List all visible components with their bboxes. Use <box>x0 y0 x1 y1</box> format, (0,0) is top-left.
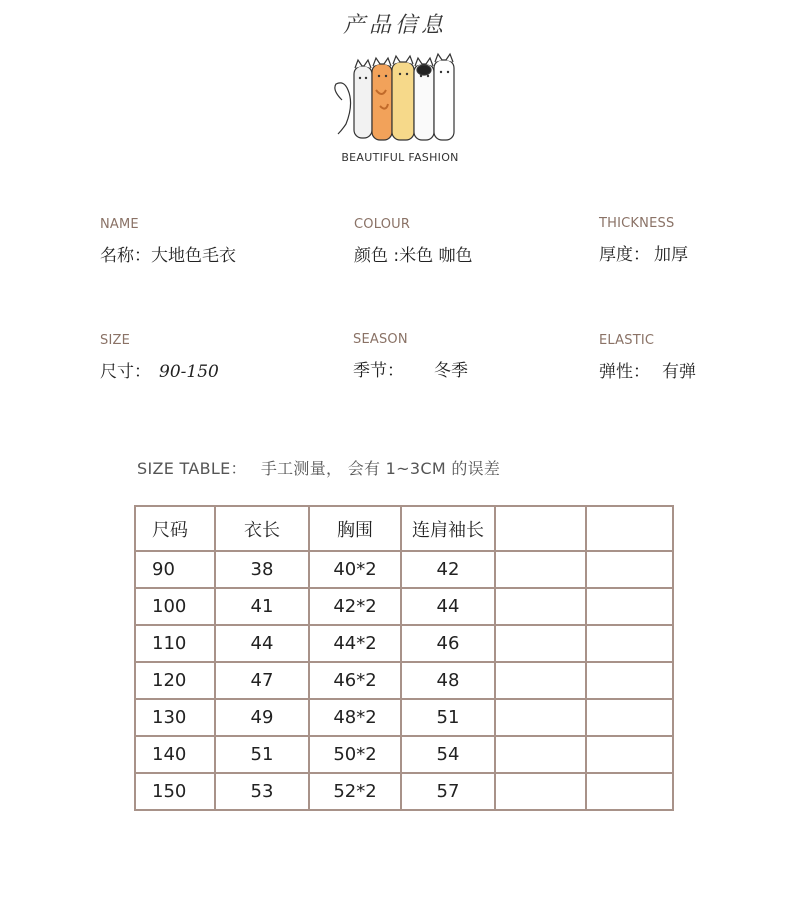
header-cell <box>586 506 673 551</box>
field-season <box>353 332 468 381</box>
field-colour-value: 米色 咖色 <box>399 246 473 266</box>
field-colour-label: 颜色 : <box>354 246 400 266</box>
table-cell <box>495 662 586 699</box>
field-thickness-label: 厚度： <box>599 245 650 265</box>
field-size-label: 尺寸： <box>100 362 151 382</box>
field-season-en: SEASON <box>353 332 408 347</box>
field-size-en: SIZE <box>100 333 131 348</box>
table-cell: 46 <box>401 625 495 662</box>
field-name-en: NAME <box>100 217 139 232</box>
table-cell: 38 <box>215 551 309 588</box>
size-table-title <box>137 456 500 479</box>
table-row <box>135 551 673 588</box>
table-cell: 51 <box>401 699 495 736</box>
table-row <box>135 699 673 736</box>
field-name-label: 名称： <box>100 246 151 266</box>
table-cell: 42*2 <box>309 588 401 625</box>
field-elastic-value: 有弹 <box>662 362 696 382</box>
table-cell <box>495 699 586 736</box>
field-elastic <box>599 333 696 382</box>
table-cell: 110 <box>135 625 215 662</box>
table-cell <box>586 699 673 736</box>
table-row <box>135 588 673 625</box>
header-cell: 尺码 <box>135 506 215 551</box>
field-name-value: 大地色毛衣 <box>151 246 236 266</box>
header-cell <box>495 506 586 551</box>
table-cell: 48 <box>401 662 495 699</box>
table-cell: 46*2 <box>309 662 401 699</box>
table-cell: 130 <box>135 699 215 736</box>
field-thickness-en: THICKNESS <box>599 216 675 231</box>
size-table <box>134 505 674 811</box>
field-thickness-value: 加厚 <box>654 245 688 265</box>
header-cell: 胸围 <box>309 506 401 551</box>
table-cell: 54 <box>401 736 495 773</box>
field-elastic-en: ELASTIC <box>599 333 655 348</box>
field-size-value: 90-150 <box>159 362 219 382</box>
table-cell <box>495 588 586 625</box>
table-cell <box>495 551 586 588</box>
cats-logo <box>320 50 470 150</box>
table-cell: 140 <box>135 736 215 773</box>
table-cell <box>586 736 673 773</box>
table-cell: 49 <box>215 699 309 736</box>
table-row <box>135 662 673 699</box>
table-cell: 51 <box>215 736 309 773</box>
header-cell: 衣长 <box>215 506 309 551</box>
table-cell: 48*2 <box>309 699 401 736</box>
field-thickness <box>599 216 688 265</box>
table-cell <box>586 662 673 699</box>
page-title: 产品信息 <box>342 13 447 38</box>
table-cell: 44*2 <box>309 625 401 662</box>
field-season-label: 季节： <box>353 361 404 381</box>
table-cell <box>495 773 586 810</box>
field-elastic-label: 弹性： <box>599 362 650 382</box>
table-cell <box>586 551 673 588</box>
field-colour-en: COLOUR <box>354 217 411 232</box>
table-cell <box>586 625 673 662</box>
table-cell: 53 <box>215 773 309 810</box>
size-table-label: SIZE TABLE： <box>137 459 247 478</box>
size-table-header-row <box>135 506 673 551</box>
table-cell: 100 <box>135 588 215 625</box>
table-cell <box>495 736 586 773</box>
brand-name: BEAUTIFUL FASHION <box>341 151 459 164</box>
table-cell: 42 <box>401 551 495 588</box>
size-table-note: 手工测量， 会有 1~3CM 的误差 <box>260 459 501 478</box>
table-row <box>135 736 673 773</box>
table-cell: 44 <box>215 625 309 662</box>
field-name <box>100 217 236 266</box>
table-cell: 47 <box>215 662 309 699</box>
table-row <box>135 625 673 662</box>
table-cell: 50*2 <box>309 736 401 773</box>
table-cell: 57 <box>401 773 495 810</box>
table-cell: 90 <box>135 551 215 588</box>
table-cell: 120 <box>135 662 215 699</box>
table-cell <box>586 588 673 625</box>
table-cell: 41 <box>215 588 309 625</box>
field-season-value: 冬季 <box>434 361 468 381</box>
table-cell: 44 <box>401 588 495 625</box>
table-cell: 150 <box>135 773 215 810</box>
table-cell: 52*2 <box>309 773 401 810</box>
field-size <box>100 333 219 382</box>
table-cell <box>495 625 586 662</box>
header-cell: 连肩袖长 <box>401 506 495 551</box>
table-row <box>135 773 673 810</box>
table-cell <box>586 773 673 810</box>
table-cell: 40*2 <box>309 551 401 588</box>
field-colour <box>354 217 473 266</box>
